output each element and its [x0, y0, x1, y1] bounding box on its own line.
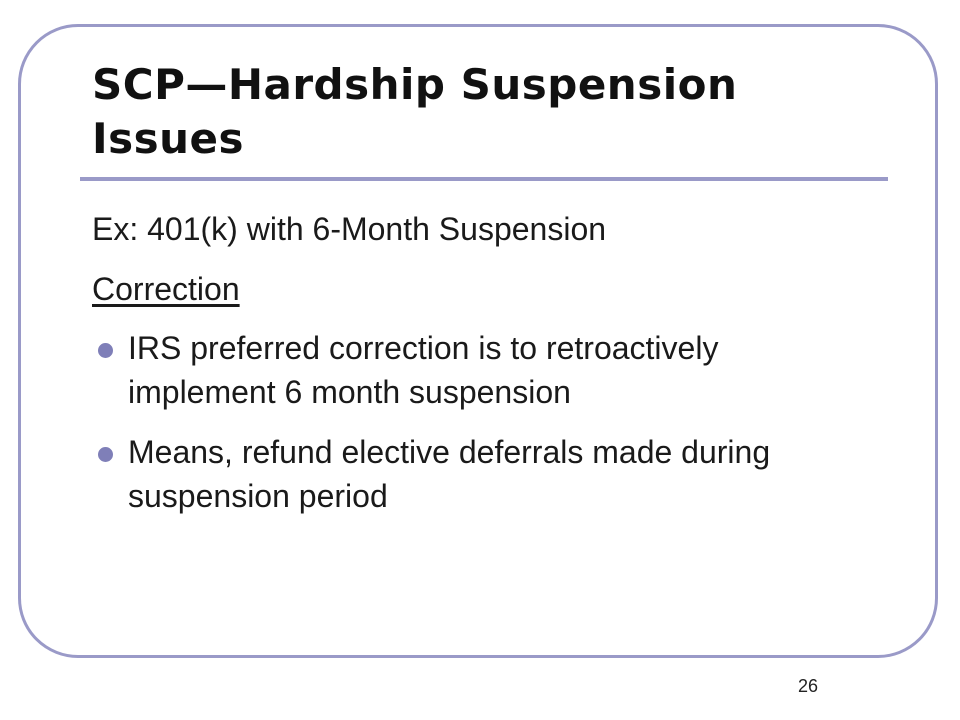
slide-body — [92, 206, 872, 534]
bullet-dot-icon — [98, 447, 113, 462]
slide-title: SCP—Hardship Suspension Issues — [92, 60, 738, 163]
section-heading: Correction — [92, 271, 240, 307]
page-number: 26 — [797, 676, 819, 696]
bullet-text: Means, refund elective deferrals made during suspension period — [128, 434, 771, 514]
bullet-list — [92, 326, 872, 518]
bullet-dot-icon — [98, 343, 113, 358]
bullet-text: IRS preferred correction is to retroactively implement 6 month suspension — [128, 330, 719, 410]
bullet-item — [92, 326, 872, 414]
bullet-item — [92, 430, 872, 518]
title-divider — [80, 177, 888, 181]
example-line: Ex: 401(k) with 6-Month Suspension — [92, 211, 607, 247]
